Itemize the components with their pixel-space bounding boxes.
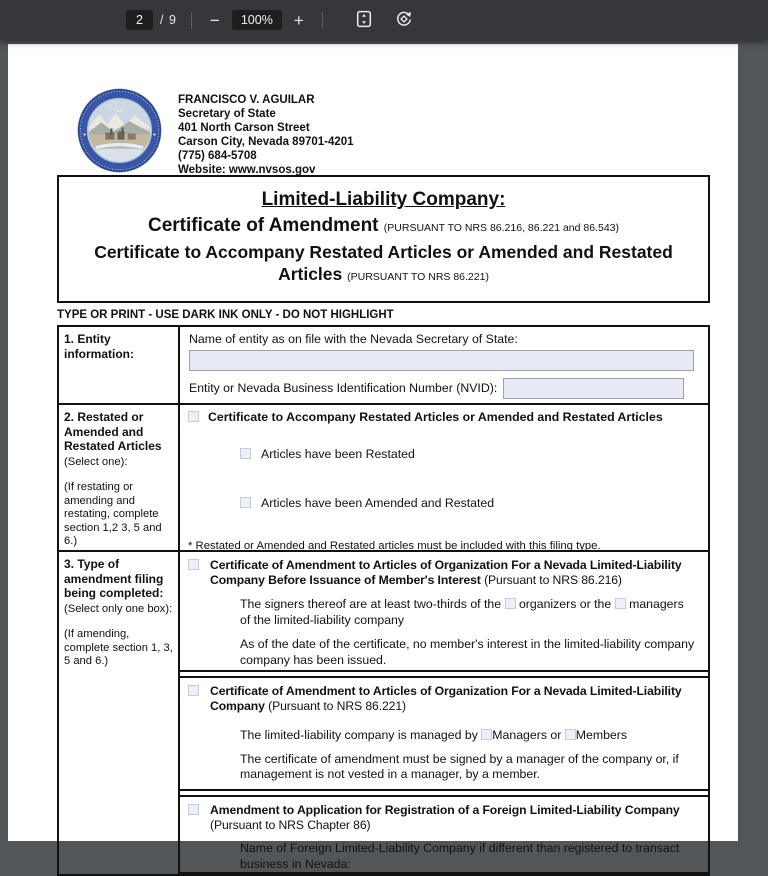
signers-two-thirds-paragraph: The signers thereof are at least two-thirds of the organizers or the managers of the limited-liability company (240, 597, 684, 627)
page-number-input[interactable]: 2 (126, 10, 153, 30)
nvid-label: Entity or Nevada Business Identification Number (NVID): (189, 381, 498, 395)
checkbox-organizers[interactable] (505, 598, 516, 609)
type-or-print-instruction: TYPE OR PRINT - USE DARK INK ONLY - DO NOT HIGHLIGHT (57, 309, 394, 321)
page-count-label: / 9 (160, 13, 177, 27)
checkbox-managers[interactable] (615, 598, 626, 609)
section-2-title: 2. Restated or Amended and Restated Articles (64, 410, 162, 453)
entity-name-input[interactable] (189, 350, 694, 371)
form-title-line2: Certificate of Amendment (PURSUANT TO NRS 86.216, 86.221 and 86.543) (148, 215, 619, 236)
form-title-line1: Limited-Liability Company: (261, 189, 506, 210)
section-2-select-note: (Select one): (64, 455, 128, 468)
section-3-title: 3. Type of amendment filing being completed: (64, 557, 164, 600)
amendment-option-title: Certificate of Amendment to Articles of Organization For a Nevada Limited-Liability Company (Pursuant to NRS 86.221) (210, 684, 682, 713)
section-3-row (59, 550, 708, 874)
checkbox-managed-by-members[interactable] (565, 729, 576, 740)
fit-page-icon (355, 10, 373, 31)
amendment-option-box-foreign (180, 795, 708, 874)
statute-note: (PURSUANT TO NRS 86.216, 86.221 and 86.543) (383, 222, 619, 234)
amendment-option-title: Certificate of Amendment to Articles of Organization For a Nevada Limited-Liability Company Before Issuance of Member's Interest (Pursuant to NRS 86.216) (210, 558, 682, 587)
nvid-input[interactable] (503, 378, 684, 399)
official-name: FRANCISCO V. AGUILAR (178, 94, 315, 106)
section-3-select-note: (Select only one box): (64, 602, 173, 615)
checkbox-articles-restated[interactable] (240, 448, 251, 459)
option-articles-restated: Articles have been Restated (261, 447, 415, 461)
form-title-line3: Certificate to Accompany Restated Articles or Amended and Restated Articles (PURSUANT TO NRS 86.221) (94, 242, 673, 284)
amendment-option-box-before-issuance (180, 552, 708, 672)
amendment-option-title: Amendment to Application for Registration of a Foreign Limited-Liability Company (Pursuant to NRS Chapter 86) (210, 803, 680, 832)
website: Website: www.nvsos.gov (178, 163, 316, 176)
entity-name-label: Name of entity as on file with the Nevada Secretary of State: (189, 332, 518, 346)
pdf-page (8, 44, 738, 871)
phone-number: (775) 684-5708 (178, 149, 257, 162)
form-table (57, 325, 710, 876)
zoom-level-display[interactable]: 100% (232, 10, 282, 30)
fit-page-button[interactable] (351, 10, 377, 31)
checkbox-articles-amended-restated[interactable] (240, 497, 251, 508)
amendment-option-box-nrs-86-221 (180, 676, 708, 791)
rotate-counterclockwise-icon (395, 10, 413, 31)
letterhead (57, 88, 710, 174)
section-3-content-cell (180, 552, 708, 874)
zoom-in-button[interactable]: + (290, 12, 308, 29)
checkbox-amendment-nrs-86-221[interactable] (188, 685, 199, 696)
form-title-box (57, 175, 710, 303)
section-1-title: 1. Entity information: (64, 332, 134, 361)
nevada-state-seal (77, 88, 162, 174)
section-2-row (59, 403, 708, 550)
toolbar-separator (191, 12, 192, 29)
section-2-label-cell (59, 405, 180, 550)
option-certificate-to-accompany: Certificate to Accompany Restated Articles or Amended and Restated Articles (208, 410, 663, 424)
checkbox-managed-by-managers[interactable] (481, 729, 492, 740)
pdf-toolbar (0, 0, 768, 40)
section-1-row (59, 327, 708, 403)
checkbox-foreign-amendment[interactable] (188, 804, 199, 815)
official-title: Secretary of State (178, 107, 276, 120)
section-3-complete-note: (If amending, complete section 1, 3, 5 and 6.) (64, 628, 173, 667)
address-line: Carson City, Nevada 89701-4201 (178, 135, 354, 148)
address-line: 401 North Carson Street (178, 121, 310, 134)
toolbar-separator (322, 12, 323, 29)
option-articles-amended-restated: Articles have been Amended and Restated (261, 496, 495, 510)
statute-note: (PURSUANT TO NRS 86.221) (347, 271, 489, 283)
must-be-signed-paragraph: The certificate of amendment must be signed by a manager of the company or, if management is not vested in a manager, by a member. (240, 751, 679, 781)
checkbox-amendment-before-issuance[interactable] (188, 559, 199, 570)
no-member-interest-paragraph: As of the date of the certificate, no member's interest in the limited-liability company company has been issued. (240, 637, 695, 667)
section-2-complete-note: (If restating or amending and restating, complete section 1,2 3, 5 and 6.) (64, 481, 162, 547)
managed-by-paragraph: The limited-liability company is managed by Managers or Members (240, 728, 627, 742)
checkbox-certificate-to-accompany[interactable] (188, 411, 199, 422)
section-1-content-cell (180, 327, 708, 403)
section-3-label-cell (59, 552, 180, 874)
section-2-content-cell (180, 405, 708, 550)
foreign-llc-name-paragraph: Name of Foreign Limited-Liability Company if different than registered to transact business in Nevada: (240, 841, 680, 871)
section-1-label-cell (59, 327, 180, 403)
secretary-address-block (178, 88, 354, 174)
section-2-footnote: * Restated or Amended and Restated articles must be included with this filing type. (188, 540, 601, 552)
rotate-button[interactable] (391, 10, 417, 31)
zoom-out-button[interactable]: − (206, 12, 224, 29)
